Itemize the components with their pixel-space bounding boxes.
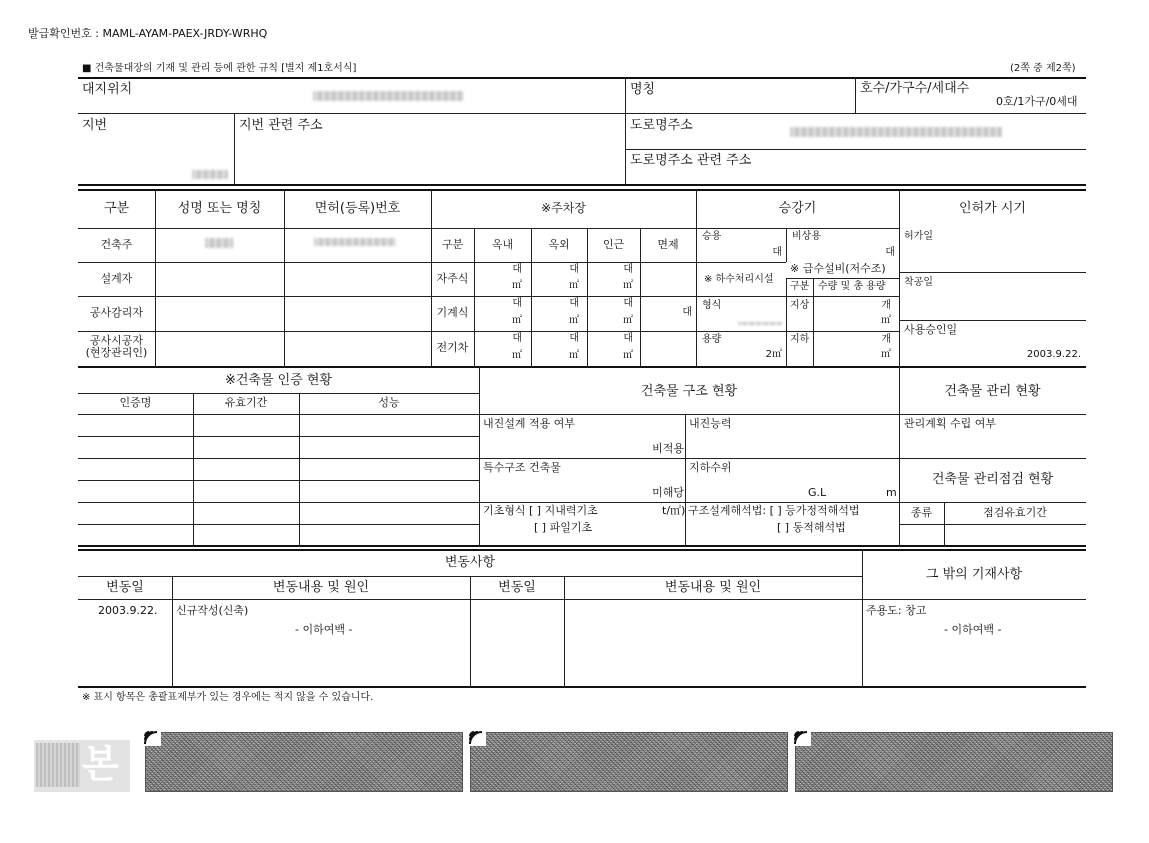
- footnote: ※ 표시 항목은 총괄표제부가 있는 경우에는 적지 않을 수 있습니다.: [82, 692, 374, 703]
- parking-exempt-unit: 대: [682, 307, 692, 318]
- divider: [78, 296, 696, 297]
- parking-unit: 대: [623, 333, 633, 344]
- elevator-emergency-label: 비상용: [792, 231, 821, 242]
- divider: [78, 262, 431, 263]
- divider: [78, 414, 1086, 415]
- pile-foundation-label: [ ] 파일기초: [534, 521, 593, 534]
- page-number: (2쪽 중 제2쪽): [1010, 63, 1076, 74]
- lot-related-label: 지번 관련 주소: [239, 118, 323, 133]
- water-below-label: 지하: [790, 334, 810, 345]
- barcode-3: [795, 732, 1113, 792]
- divider: [299, 393, 300, 545]
- parking-header-outdoor: 옥외: [548, 238, 570, 251]
- parking-unit: 대: [512, 298, 522, 309]
- section-border: [78, 366, 1086, 368]
- parking-unit: ㎡: [569, 315, 579, 326]
- seismic-design-value: 비적용: [652, 442, 684, 455]
- management-plan-label: 관리계획 수립 여부: [904, 417, 997, 430]
- parking-unit: 대: [512, 333, 522, 344]
- divider: [625, 78, 626, 184]
- barcode-2: [470, 732, 788, 792]
- change-date-header-2: 변동일: [498, 580, 536, 595]
- parking-unit: ㎡: [623, 315, 633, 326]
- special-structure-value: 미해당: [652, 486, 684, 499]
- parking-unit: ㎡: [569, 350, 579, 361]
- road-related-label: 도로명주소 관련 주소: [630, 153, 752, 168]
- parking-header-category: 구분: [441, 238, 464, 251]
- divider: [78, 393, 479, 394]
- parking-unit: 대: [569, 298, 579, 309]
- parking-unit: 대: [623, 298, 633, 309]
- inspection-validity: 점검유효기간: [983, 506, 1047, 519]
- divider: [78, 436, 479, 437]
- parking-unit: ㎡: [623, 280, 633, 291]
- parking-unit: ㎡: [512, 315, 522, 326]
- start-date-label: 착공일: [904, 277, 933, 288]
- divider: [696, 262, 786, 263]
- water-title: ※ 급수설비(저수조): [790, 262, 886, 275]
- main-usage: 주용도: 창고: [866, 604, 927, 617]
- divider: [234, 114, 235, 184]
- divider: [78, 599, 1086, 600]
- change-date-header: 변동일: [106, 580, 144, 595]
- divider: [78, 524, 479, 525]
- divider: [193, 393, 194, 545]
- divider: [431, 262, 696, 263]
- divider: [78, 228, 899, 229]
- certification-title: ※건축물 인증 현황: [224, 373, 333, 388]
- water-above-count: 개: [881, 300, 891, 311]
- foundation-unit: t/㎡): [662, 504, 686, 517]
- change-content-header: 변동내용 및 원인: [272, 580, 370, 595]
- parking-header-nearby: 인근: [602, 238, 625, 251]
- redacted-road-address: [790, 127, 1002, 137]
- barcode-marker-icon: [793, 730, 811, 746]
- gl-unit: m: [886, 486, 897, 499]
- dynamic-analysis-label: [ ] 동적해석법: [777, 521, 846, 534]
- divider: [899, 320, 1086, 321]
- divider: [685, 414, 686, 545]
- change-content-header-2: 변동내용 및 원인: [664, 580, 762, 595]
- cert-header-validity: 유효기간: [224, 396, 268, 409]
- change-blank: - 이하여백 -: [295, 623, 353, 636]
- cert-header-performance: 성능: [378, 396, 400, 409]
- approval-date-value: 2003.9.22.: [1026, 349, 1081, 360]
- sewage-capacity-label: 용량: [702, 334, 722, 345]
- form-rule-title: ■ 건축물대장의 기재 및 관리 등에 관한 규칙 [별지 제1호서식]: [82, 63, 357, 74]
- parking-unit: 대: [623, 264, 633, 275]
- lot-label: 지번: [82, 118, 108, 133]
- permit-title: 인허가 시기: [959, 201, 1026, 216]
- redacted-address: [313, 91, 463, 101]
- parking-header-indoor: 옥내: [491, 238, 514, 251]
- seismic-design-label: 내진설계 적용 여부: [483, 417, 576, 430]
- stamp-seal: [36, 743, 80, 787]
- divider: [78, 480, 479, 481]
- parking-unit: ㎡: [623, 350, 633, 361]
- parking-row-ev: 전기차: [436, 341, 469, 354]
- water-category: 구분: [790, 281, 810, 292]
- analysis-method-label: 구조설계해석법: [ ] 등가정적해석법: [688, 504, 860, 517]
- parking-title: ※주차장: [541, 201, 586, 215]
- parking-unit: 대: [512, 264, 522, 275]
- site-location-label: 대지위치: [82, 82, 133, 97]
- parking-header-exempt: 면제: [657, 238, 679, 251]
- redacted-owner-license: [314, 238, 396, 246]
- divider: [899, 524, 1086, 525]
- water-below-count: 개: [881, 334, 891, 345]
- parking-unit: ㎡: [512, 280, 522, 291]
- groundwater-label: 지하수위: [689, 461, 732, 474]
- divider: [78, 113, 1086, 114]
- original-stamp: [34, 740, 130, 792]
- elevator-emergency-unit: 대: [885, 247, 895, 258]
- building-name-label: 명칭: [630, 82, 656, 97]
- barcode-1: [145, 732, 463, 792]
- redacted-owner-name: [205, 238, 233, 248]
- parking-row-self: 자주식: [436, 272, 469, 285]
- sewage-capacity-unit: 2㎡: [765, 349, 782, 360]
- redacted-sewage-type: [738, 322, 782, 325]
- divider: [786, 278, 787, 366]
- section-border: [78, 189, 1086, 191]
- bottom-border: [78, 686, 1086, 688]
- water-above-area: ㎡: [881, 315, 891, 326]
- people-row-designer: 설계자: [100, 272, 133, 285]
- divider: [786, 278, 899, 279]
- sewage-type-label: 형식: [702, 300, 722, 311]
- people-row-owner: 건축주: [100, 238, 133, 251]
- special-structure-label: 특수구조 건축물: [483, 461, 561, 474]
- elevator-title: 승강기: [778, 201, 817, 216]
- management-title: 건축물 관리 현황: [944, 384, 1041, 399]
- approval-date-label: 사용승인일: [904, 323, 958, 336]
- section-border: [78, 545, 1086, 547]
- parking-unit: ㎡: [569, 280, 579, 291]
- road-address-label: 도로명주소: [630, 118, 693, 133]
- water-above-label: 지상: [790, 300, 810, 311]
- sewage-title: ※ 하수처리시설: [704, 274, 774, 285]
- elevator-passenger-unit: 대: [772, 247, 782, 258]
- redacted-lot: [192, 170, 228, 179]
- change-date: 2003.9.22.: [98, 604, 158, 617]
- divider: [78, 331, 696, 332]
- divider: [696, 331, 899, 332]
- issue-number: 발급확인번호 : MAML-AYAM-PAEX-JRDY-WRHQ: [28, 27, 268, 40]
- divider: [899, 272, 1086, 273]
- changes-title: 변동사항: [444, 555, 496, 570]
- water-capacity: 수량 및 총 용량: [818, 281, 886, 292]
- section-border: [78, 549, 1086, 551]
- divider: [78, 184, 1086, 186]
- people-category-header: 구분: [103, 201, 130, 216]
- units-label: 호수/가구수/세대수: [860, 81, 970, 96]
- parking-unit: ㎡: [512, 350, 522, 361]
- permit-date-label: 허가일: [904, 231, 933, 242]
- people-name-header: 성명 또는 명칭: [177, 201, 262, 216]
- people-row-contractor: 공사시공자 (현장관리인): [85, 334, 148, 359]
- divider: [696, 296, 899, 297]
- top-border: [78, 77, 1086, 79]
- divider: [625, 149, 1086, 150]
- change-content: 신규작성(신축): [176, 604, 249, 617]
- people-license-header: 면허(등록)번호: [314, 201, 401, 216]
- other-notes-title: 그 밖의 기재사항: [925, 567, 1023, 582]
- other-blank: - 이하여백 -: [944, 623, 1002, 636]
- divider: [899, 458, 1086, 459]
- parking-row-mechanical: 기계식: [436, 306, 469, 319]
- elevator-passenger-label: 승용: [702, 231, 722, 242]
- barcode-marker-icon: [143, 730, 161, 746]
- gl-label: G.L: [808, 486, 827, 499]
- cert-header-name: 인증명: [119, 396, 152, 409]
- stamp-text: 본: [82, 742, 119, 786]
- foundation-label: 기초형식 [ ] 지내력기초: [483, 504, 598, 517]
- structure-title: 건축물 구조 현황: [640, 384, 738, 399]
- divider: [855, 78, 856, 114]
- people-row-supervisor: 공사감리자: [89, 306, 144, 319]
- barcode-marker-icon: [468, 730, 486, 746]
- water-below-area: ㎡: [881, 349, 891, 360]
- inspection-title: 건축물 관리점검 현황: [931, 472, 1054, 487]
- parking-unit: 대: [569, 264, 579, 275]
- units-value: 0호/1가구/0세대: [996, 95, 1078, 108]
- parking-unit: 대: [569, 333, 579, 344]
- seismic-capacity-label: 내진능력: [689, 417, 732, 430]
- inspection-kind: 종류: [910, 506, 933, 519]
- divider: [78, 458, 899, 459]
- divider: [78, 502, 1086, 503]
